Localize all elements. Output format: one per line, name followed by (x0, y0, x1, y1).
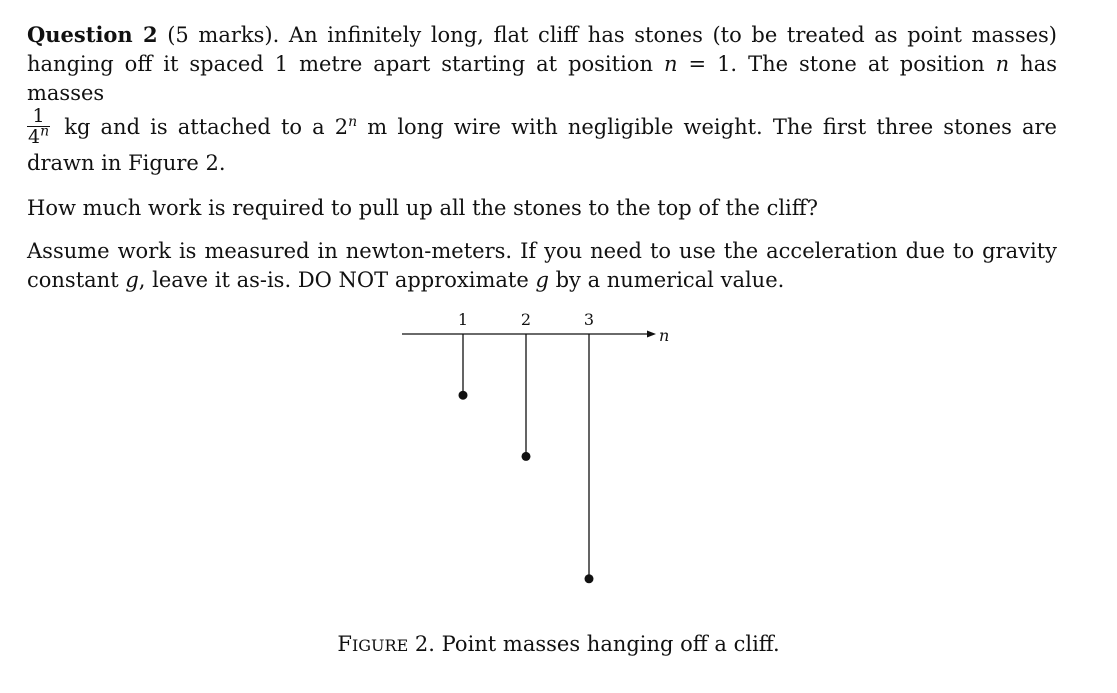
stones-group (458, 310, 594, 583)
math-g: g (125, 268, 139, 292)
wire-exponent: n (348, 114, 358, 130)
caption-text: Point masses hanging off a cliff. (434, 632, 780, 656)
text-run: m long wire with negligible weight. The first three stones are drawn in Figure 2. (27, 115, 1057, 175)
stone-1 (459, 391, 468, 400)
figure-caption (0, 630, 1117, 660)
caption-first-letter: F (337, 632, 352, 656)
text-run: by a numerical value. (548, 268, 785, 292)
stone-label-1: 1 (457, 310, 469, 329)
caption-smallcaps: IGURE (351, 636, 409, 655)
question-marks: (5 marks). (167, 23, 280, 47)
stone-3 (585, 574, 594, 583)
text-run: kg and is attached to a 2 (54, 115, 349, 139)
text-run: has masses (27, 52, 1057, 105)
denominator-base: 4 (28, 126, 41, 148)
math-n: n (995, 52, 1010, 76)
axis-arrow-head (647, 331, 656, 338)
denominator-exponent: n (40, 123, 50, 140)
fraction-numerator: 1 (27, 106, 50, 127)
text-run: = 1. The stone at position (677, 52, 996, 76)
question-heading: Question 2 (27, 22, 158, 47)
stone-label-3: 3 (583, 310, 595, 329)
stone-2 (522, 452, 531, 461)
text-run: , leave it as-is. DO NOT approximate (138, 268, 536, 292)
axis-label-n: n (659, 326, 670, 345)
text-run: Assume work is measured in newton-meters. If you need to use the acceleration due to gravity constant (27, 239, 1057, 292)
caption-number: 2. (408, 632, 435, 656)
text-run: An infinitely long, flat cliff has stones (to be treated as point masses) hanging off it spaced 1 metre apart starting at position (27, 23, 1057, 76)
question-paragraph-2: How much work is required to pull up all the stones to the top of the cliff? (27, 196, 818, 220)
math-n: n (663, 52, 678, 76)
math-g: g (535, 268, 549, 292)
stone-label-2: 2 (520, 310, 532, 329)
